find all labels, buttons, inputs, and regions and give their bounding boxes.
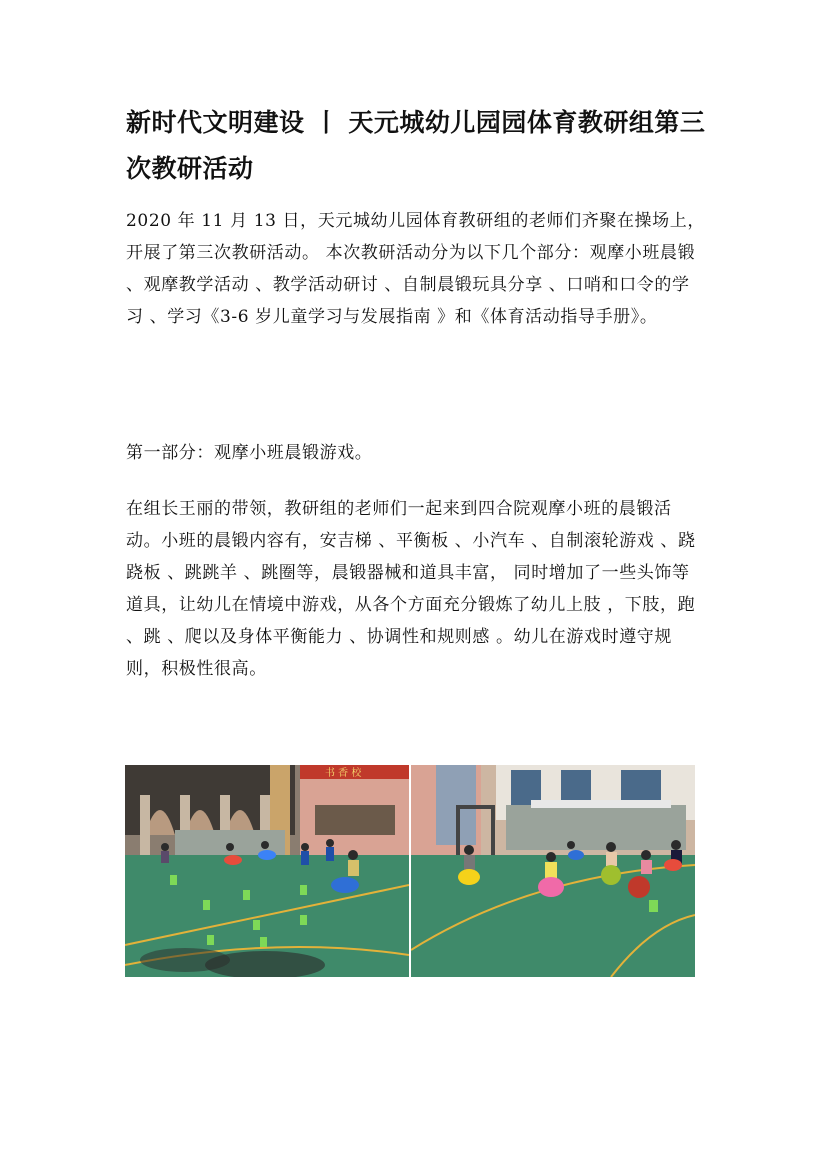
photo-row [125,765,695,977]
photo-courtyard-morning-exercise [125,765,409,977]
paragraph-intro: 2020 年 11 月 13 日，天元城幼儿园体育教研组的老师们齐聚在操场上，开展了第三次教研活动。 本次教研活动分为以下几个部分：观摩小班晨锻 、观摩教学活动 、教学活动研讨 、自制晨锻玩具分享 、口哨和口令的学习 、学习《3-6 岁儿童学习与发展指南 》和《体育活动指导手册》。 [126,211,705,327]
paragraph-section-body: 在组长王丽的带领，教研组的老师们一起来到四合院观摩小班的晨锻活动。小班的晨锻内容有，安吉梯 、平衡板 、小汽车 、自制滚轮游戏 、跷跷板 、跳跳羊 、跳圈等，晨锻器械和道具丰富， 同时增加了一些头饰等道具，让幼儿在情境中游戏，从各个方面充分锻炼了幼儿上肢 ，下肢，跑 、跳 、爬以及身体平衡能力 、协调性和规则感 。幼儿在游戏时遵守规则，积极性很高。 [126,499,696,679]
banner-text: 书 香 校 [325,768,362,779]
photo-hopping-balls [411,765,695,977]
article-title: 新时代文明建设 丨 天元城幼儿园园体育教研组第三次教研活动 [126,108,706,183]
paragraph-section-heading: 第一部分：观摩小班晨锻游戏。 [126,443,373,463]
